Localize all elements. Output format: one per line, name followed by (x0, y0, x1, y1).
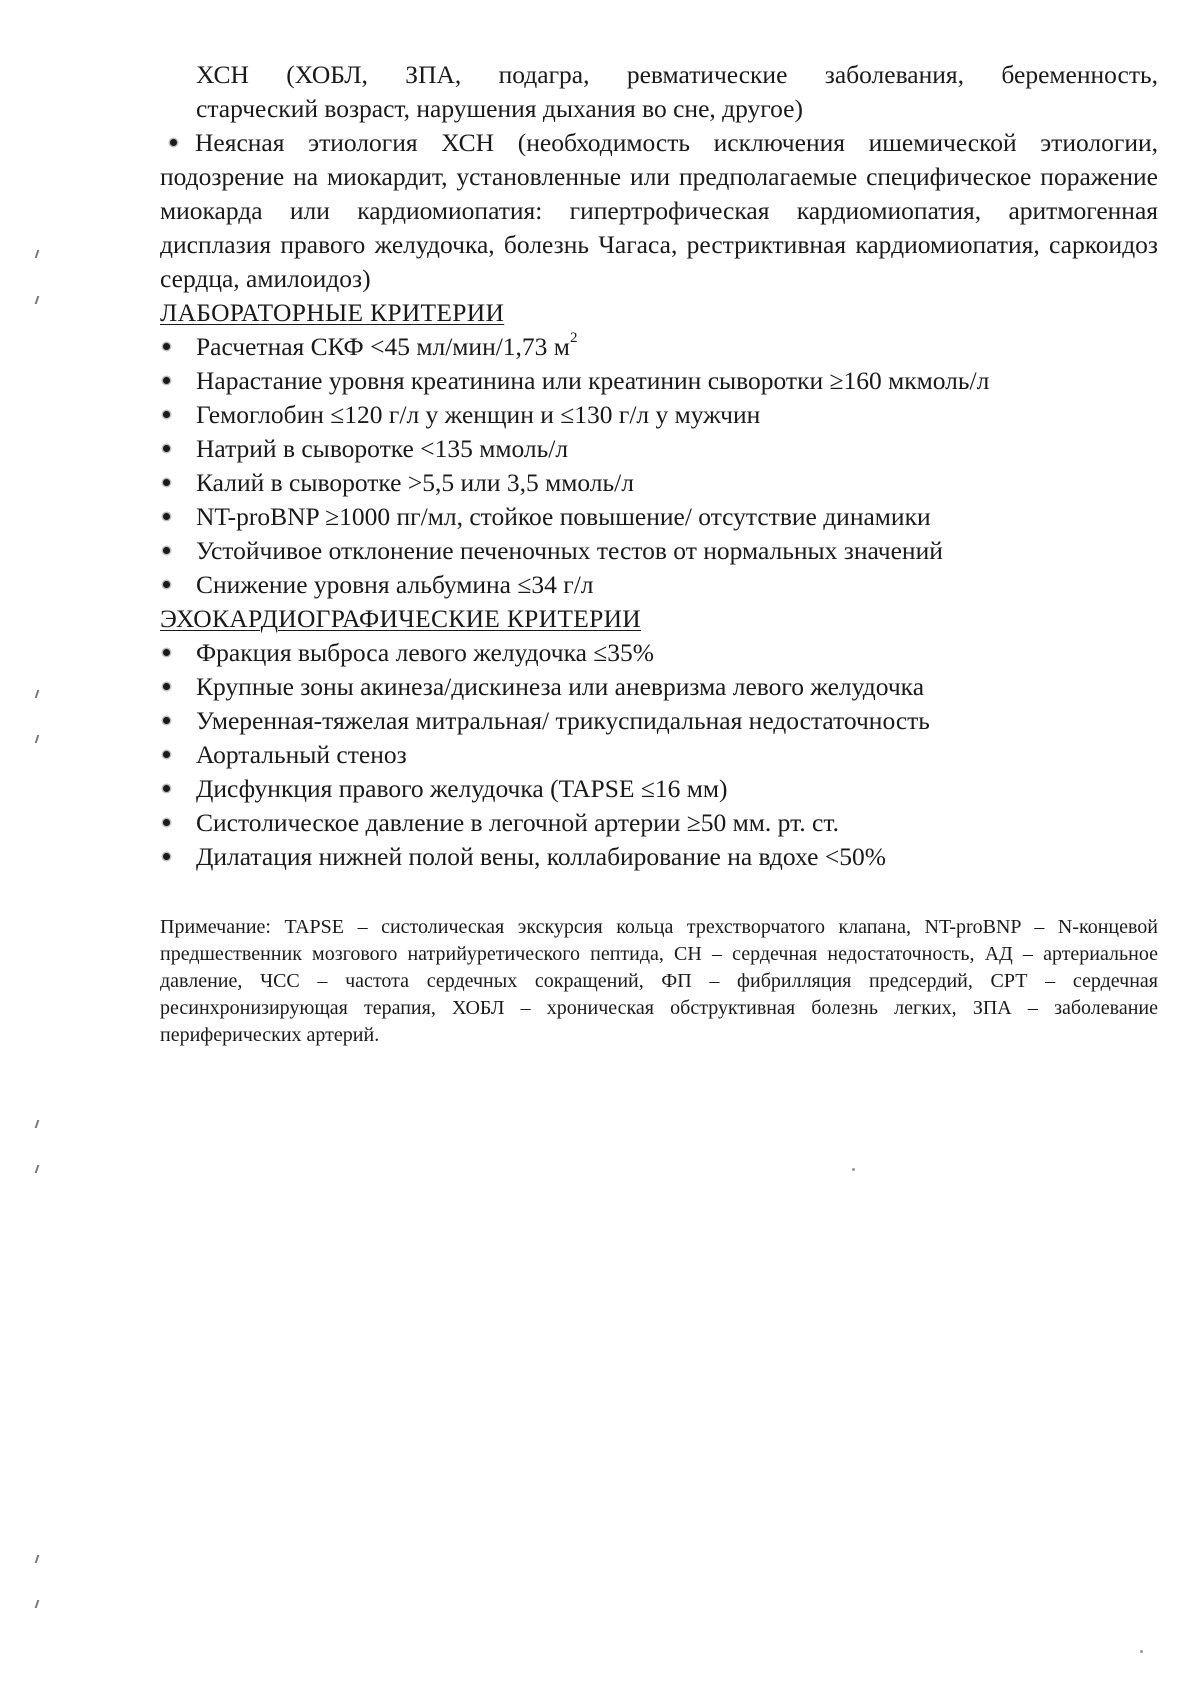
bullet-icon (163, 785, 170, 792)
bullet-icon (163, 683, 170, 690)
bullet-icon (163, 547, 170, 554)
bullet-icon (163, 343, 170, 350)
bullet-icon (163, 479, 170, 486)
lab-criteria-heading: ЛАБОРАТОРНЫЕ КРИТЕРИИ (160, 298, 505, 327)
bullet-icon (163, 819, 170, 826)
list-item (160, 772, 1158, 806)
list-item (160, 466, 1158, 500)
bullet-icon (163, 581, 170, 588)
scan-artifact (1140, 1650, 1143, 1653)
document-body (160, 58, 1158, 1049)
scan-artifact (35, 1600, 40, 1608)
scan-artifact (35, 690, 40, 698)
continuation-line: ХСН (ХОБЛ, ЗПА, подагра, ревматические заболевания, беременность, (196, 60, 1158, 89)
scan-artifact (852, 1168, 855, 1171)
continuation-text (160, 58, 1158, 126)
continuation-line: старческий возраст, нарушения дыхания во сне, другое) (196, 94, 803, 123)
bullet-icon (163, 751, 170, 758)
echo-criteria-heading: ЭХОКАРДИОГРАФИЧЕСКИЕ КРИТЕРИИ (160, 604, 642, 633)
bullet-icon (163, 411, 170, 418)
bullet-icon (163, 377, 170, 384)
list-item (160, 398, 1158, 432)
bullet-icon (163, 853, 170, 860)
list-item (160, 500, 1158, 534)
list-item (160, 806, 1158, 840)
list-item-text: Снижение уровня альбумина ≤34 г/л (196, 570, 594, 599)
list-item-text: NT-proBNP ≥1000 пг/мл, стойкое повышение/ отсутствие динамики (196, 502, 931, 531)
etiology-item (160, 126, 1158, 296)
bullet-icon (163, 649, 170, 656)
list-item (160, 534, 1158, 568)
list-item (160, 568, 1158, 602)
list-item-text: Систолическое давление в легочной артерии ≥50 мм. рт. ст. (196, 808, 839, 837)
scan-artifact (35, 1165, 40, 1173)
scan-artifact (35, 1120, 40, 1128)
list-item-text: Крупные зоны акинеза/дискинеза или аневризма левого желудочка (196, 672, 925, 701)
bullet-icon (163, 513, 170, 520)
list-item (160, 738, 1158, 772)
list-item (160, 840, 1158, 874)
echo-criteria-list (160, 636, 1158, 874)
etiology-text: Неясная этиология ХСН (необходимость исключения ишемической этиологии, подозрение на миокардит, установленные или предполагаемые специфическое поражение миокарда или кардиомиопатия: гипертрофическая кардиомиопатия, аритмогенная дисплазия правого желудочка, болезнь Чагаса, рестриктивная кардиомиопатия, саркоидоз сердца, амилоидоз) (160, 128, 1158, 293)
footnote: Примечание: TAPSE – систолическая экскурсия кольца трехстворчатого клапана, NT-proBNP – N-концевой предшественник мозгового натрийуретического пептида, СН – сердечная недостаточность, АД – артериальное давление, ЧСС – частота сердечных сокращений, ФП – фибрилляция предсердий, СРТ – сердечная ресинхронизирующая терапия, ХОБЛ – хроническая обструктивная болезнь легких, ЗПА – заболевание периферических артерий. (160, 916, 1158, 1046)
list-item-text: Устойчивое отклонение печеночных тестов от нормальных значений (196, 536, 943, 565)
scan-artifact (35, 1555, 40, 1563)
lab-criteria-list (160, 330, 1158, 602)
superscript: 2 (569, 329, 578, 346)
list-item-text: Дилатация нижней полой вены, коллабирование на вдохе <50% (196, 842, 886, 871)
list-item-text: Калий в сыворотке >5,5 или 3,5 ммоль/л (196, 468, 634, 497)
scan-artifact (35, 735, 40, 743)
list-item (160, 704, 1158, 738)
list-item-text: Нарастание уровня креатинина или креатинин сыворотки ≥160 мкмоль/л (196, 366, 990, 395)
list-item (160, 432, 1158, 466)
bullet-icon (163, 717, 170, 724)
list-item-text: Дисфункция правого желудочка (TAPSE ≤16 мм) (196, 774, 728, 803)
list-item-text: Гемоглобин ≤120 г/л у женщин и ≤130 г/л у мужчин (196, 400, 761, 429)
list-item-text: Аортальный стеноз (196, 740, 407, 769)
bullet-icon (170, 139, 177, 146)
list-item (160, 330, 1158, 364)
scan-artifact (35, 296, 40, 304)
list-item-text: Фракция выброса левого желудочка ≤35% (196, 638, 655, 667)
scan-artifact (35, 250, 40, 258)
list-item (160, 636, 1158, 670)
list-item-text: Расчетная СКФ <45 мл/мин/1,73 м (196, 332, 570, 361)
list-item-text: Умеренная-тяжелая митральная/ трикуспидальная недостаточность (196, 706, 930, 735)
bullet-icon (163, 445, 170, 452)
list-item (160, 364, 1158, 398)
list-item (160, 670, 1158, 704)
list-item-text: Натрий в сыворотке <135 ммоль/л (196, 434, 569, 463)
